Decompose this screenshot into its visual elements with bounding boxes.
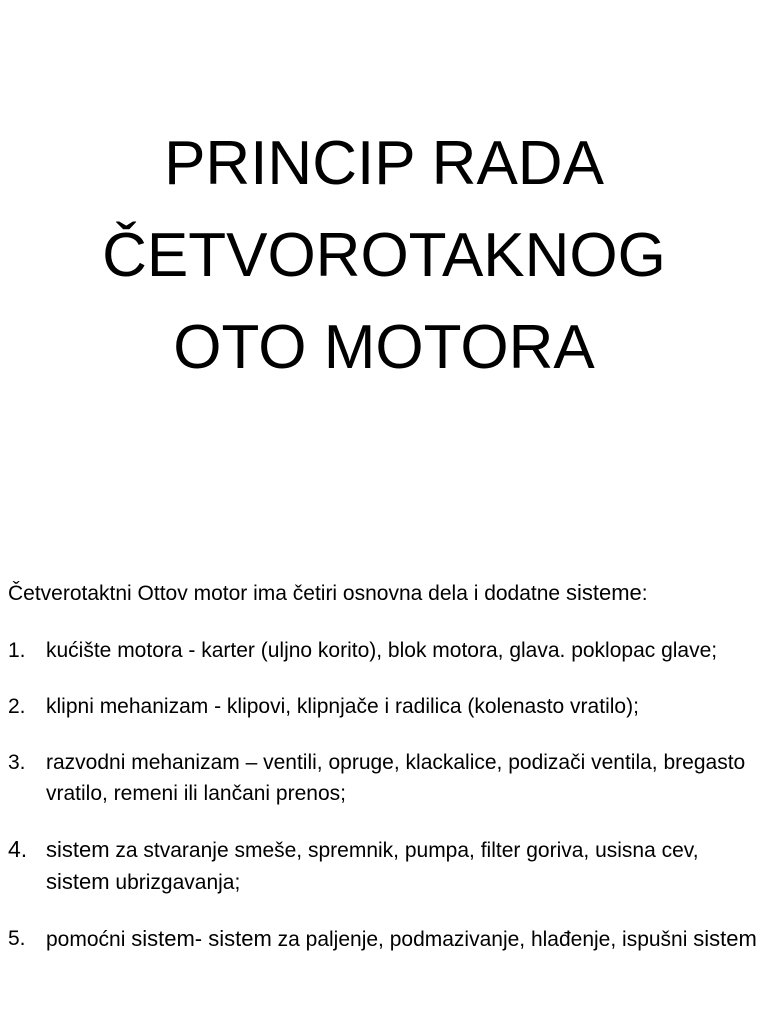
list-item	[8, 635, 760, 666]
list-item	[8, 691, 760, 722]
list-item-text-part: pomoćni	[46, 928, 132, 951]
list-item-text: klipni mehanizam - klipovi, klipnjače i radilica (kolenasto vratilo);	[46, 695, 639, 718]
list-number: 4.	[8, 836, 28, 862]
list-item-text: kućište motora - karter (uljno korito), blok motora, glava. poklopac glave;	[46, 639, 718, 662]
list-number: 5.	[8, 927, 26, 950]
list-item-text-part: za stvaranje smeše, spremnik, pumpa, filter goriva, usisna cev,	[109, 839, 699, 862]
list-item-text-part: za paljenje, podmazivanje, hlađenje, ispušni	[271, 928, 694, 951]
slide-title	[0, 118, 768, 394]
intro-emph: sisteme	[565, 580, 642, 605]
list-number: 3.	[8, 751, 26, 774]
list-item-text: razvodni mehanizam – ventili, opruge, klackalice, podizači ventila, bregasto vratilo, remeni ili lančani prenos;	[46, 751, 746, 805]
list-item-text-part: sistem	[693, 926, 757, 951]
list-item-text-part: sistem	[46, 837, 110, 862]
slide-body	[8, 578, 760, 980]
intro-paragraph	[8, 578, 760, 609]
parts-list	[8, 635, 760, 955]
title-line-2: ČETVOROTAKNOG	[102, 221, 666, 290]
list-item	[8, 834, 760, 898]
list-item	[8, 747, 760, 809]
list-item-text-part: sistem	[131, 926, 195, 951]
list-item-text-part: ubrizgavanja;	[109, 871, 241, 894]
intro-tail: :	[641, 582, 648, 605]
list-item-text-part: sistem	[46, 869, 110, 894]
title-line-1: PRINCIP RADA	[164, 129, 604, 198]
list-number: 1.	[8, 639, 26, 662]
list-item-text-part: -	[194, 926, 209, 951]
list-item-text-part: sistem	[208, 926, 272, 951]
intro-text: Četverotaktni Ottov motor ima četiri osnovna dela i dodatne	[8, 582, 566, 605]
title-line-3: OTO MOTORA	[173, 313, 595, 382]
list-item	[8, 923, 760, 955]
list-number: 2.	[8, 695, 26, 718]
